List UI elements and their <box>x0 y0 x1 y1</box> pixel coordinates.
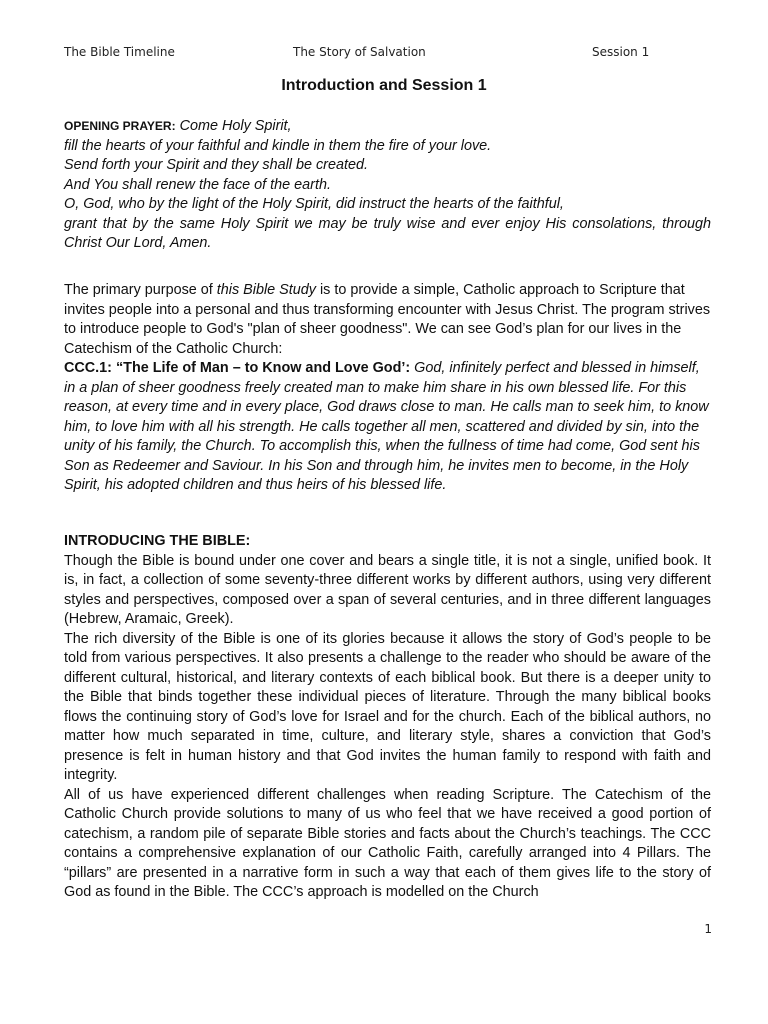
prayer-line: Send forth your Spirit and they shall be created. <box>64 157 368 173</box>
page-title: Introduction and Session 1 <box>281 77 487 94</box>
bible-paragraph: Though the Bible is bound under one cover and bears a single title, it is not a single, unified book. It is, in fact, a collection of some seventy-three different works by different authors, using very different styles and perspectives, composed over a span of several centuries, and in three different languages (Hebrew, Aramaic, Greek). <box>64 552 711 627</box>
prayer-line: And You shall renew the face of the earth. <box>64 176 331 193</box>
intro-emphasis: this Bible Study <box>216 282 316 298</box>
prayer-line: fill the hearts of your faithful and kindle in them the fire of your love. <box>64 137 492 154</box>
prayer-line: Come Holy Spirit, <box>179 118 292 134</box>
header-center: The Story of Salvation <box>293 45 426 59</box>
intro-text: is to provide a simple, Catholic approach to Scripture that invites people into a personal and thus transforming encounter with Jesus Christ. The program strives to introduce people to God's "plan of sheer goodness". We can see God’s plan for our lives in the Catechism of the Catholic Church: <box>64 282 711 357</box>
ccc-text: God, infinitely perfect and blessed in himself, in a plan of sheer goodness freely created man to make him share in his own blessed life. For this reason, at every time and in every place, God draws close to man. He calls man to seek him, to know him, to love him with all his strength. He calls together all men, scattered and divided by sin, into the unity of his family, the Church. To accomplish this, when the fullness of time had come, God sent his Son as Redeemer and Saviour. In his Son and through him, he invites men to become, in the Holy Spirit, his adopted children and thus heirs of his blessed life. <box>64 360 709 493</box>
bible-paragraph: All of us have experienced different challenges when reading Scripture. The Catechism of the Catholic Church provide solutions to many of us who feel that we have received a good portion of catechism, a random pile of separate Bible stories and facts about the Church’s teachings. The CCC contains a comprehensive explanation of our Catholic Faith, carefully arranged into 4 Pillars. The “pillars” are presented in a narrative form in such a way that each of them gives life to the story of God as found in the Bible. The CCC’s approach is modelled on the Church <box>64 786 711 900</box>
bible-paragraph: The rich diversity of the Bible is one of its glories because it allows the story of God’s people to be told from various perspectives. It also presents a challenge to the reader who should be aware of the different cultural, historical, and literary contexts of each biblical book. But there is a deeper unity to the Bible that binds together these individual pieces of literature. Through the many biblical books flows the continuing story of God’s love for Israel and for the church. Each of the biblical authors, no matter how much separated in time, culture, and literary style, shares a conviction that God’s presence is felt in human history and that God invites the human family to respond with faith and integrity. <box>64 630 711 783</box>
ccc-quote <box>64 359 711 496</box>
bible-section <box>64 532 711 903</box>
intro-section <box>64 281 711 496</box>
header-right: Session 1 <box>592 45 650 59</box>
header-left: The Bible Timeline <box>64 45 175 59</box>
section-heading: INTRODUCING THE BIBLE: <box>64 533 251 549</box>
prayer-line: grant that by the same Holy Spirit we may be truly wise and ever enjoy His consolations, through Christ Our Lord, Amen. <box>64 215 711 251</box>
intro-paragraph <box>64 281 711 359</box>
page-number: 1 <box>704 922 712 936</box>
ccc-label: CCC.1: “The Life of Man – to Know and Love God’: <box>64 360 411 376</box>
prayer-label: OPENING PRAYER: <box>64 119 176 133</box>
opening-prayer <box>64 117 711 254</box>
intro-text: The primary purpose of <box>64 282 217 298</box>
prayer-line: O, God, who by the light of the Holy Spirit, did instruct the hearts of the faithful, <box>64 196 564 212</box>
